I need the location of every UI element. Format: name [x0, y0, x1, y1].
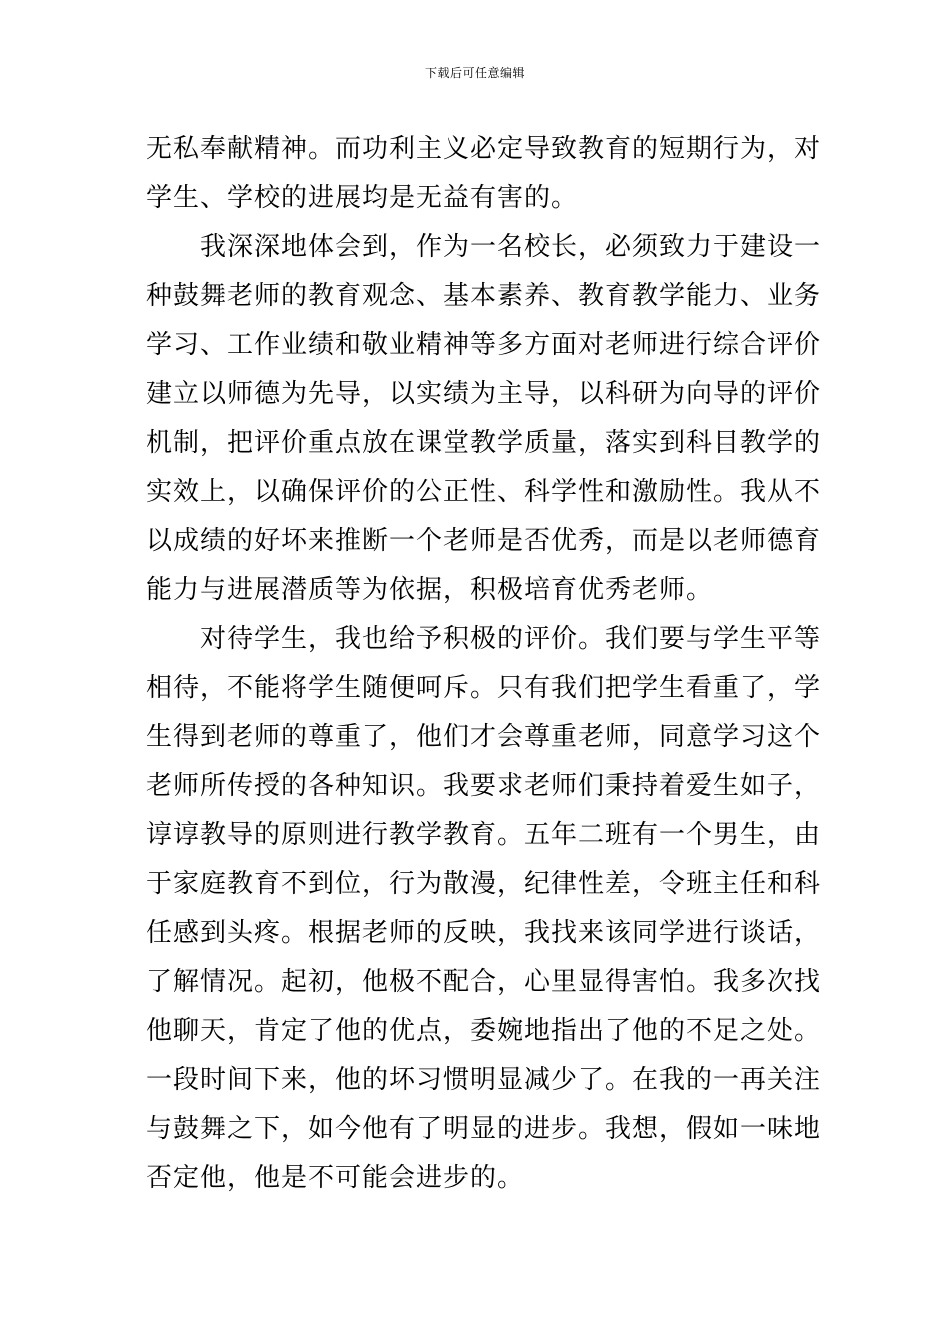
- text-line: 机制，把评价重点放在课堂教学质量，落实到科目教学的: [146, 428, 822, 458]
- text-line: 老师所传授的各种知识。我要求老师们秉持着爱生如子，: [146, 771, 822, 801]
- text-line: 种鼓舞老师的教育观念、基本素养、教育教学能力、业务: [146, 281, 822, 311]
- text-line: 任感到头疼。根据老师的反映，我找来该同学进行谈话，: [146, 918, 822, 948]
- text-line: 我深深地体会到，作为一名校长，必须致力于建设一: [146, 232, 822, 262]
- text-line: 了解情况。起初，他极不配合，心里显得害怕。我多次找: [146, 967, 822, 997]
- text-line: 无私奉献精神。而功利主义必定导致教育的短期行为，对: [146, 134, 822, 164]
- text-line: 建立以师德为先导，以实绩为主导，以科研为向导的评价: [146, 379, 822, 409]
- text-line: 与鼓舞之下，如今他有了明显的进步。我想，假如一味地: [146, 1114, 822, 1144]
- text-line: 对待学生，我也给予积极的评价。我们要与学生平等: [146, 624, 822, 654]
- text-line: 以成绩的好坏来推断一个老师是否优秀，而是以老师德育: [146, 526, 822, 556]
- text-line: 否定他，他是不可能会进步的。: [146, 1163, 525, 1193]
- text-line: 学生、学校的进展均是无益有害的。: [146, 183, 579, 213]
- text-line: 实效上，以确保评价的公正性、科学性和激励性。我从不: [146, 477, 822, 507]
- text-line: 他聊天，肯定了他的优点，委婉地指出了他的不足之处。: [146, 1016, 822, 1046]
- text-line: 谆谆教导的原则进行教学教育。五年二班有一个男生，由: [146, 820, 822, 850]
- document-body: [146, 125, 822, 1203]
- text-line: 能力与进展潜质等为依据，积极培育优秀老师。: [146, 575, 714, 605]
- text-line: 相待，不能将学生随便呵斥。只有我们把学生看重了，学: [146, 673, 822, 703]
- text-line: 学习、工作业绩和敬业精神等多方面对老师进行综合评价: [146, 330, 822, 360]
- text-line: 于家庭教育不到位，行为散漫，纪律性差，令班主任和科: [146, 869, 822, 899]
- text-line: 一段时间下来，他的坏习惯明显减少了。在我的一再关注: [146, 1065, 822, 1095]
- text-line: 生得到老师的尊重了，他们才会尊重老师，同意学习这个: [146, 722, 822, 752]
- page-header: 下载后可任意编辑: [424, 66, 525, 80]
